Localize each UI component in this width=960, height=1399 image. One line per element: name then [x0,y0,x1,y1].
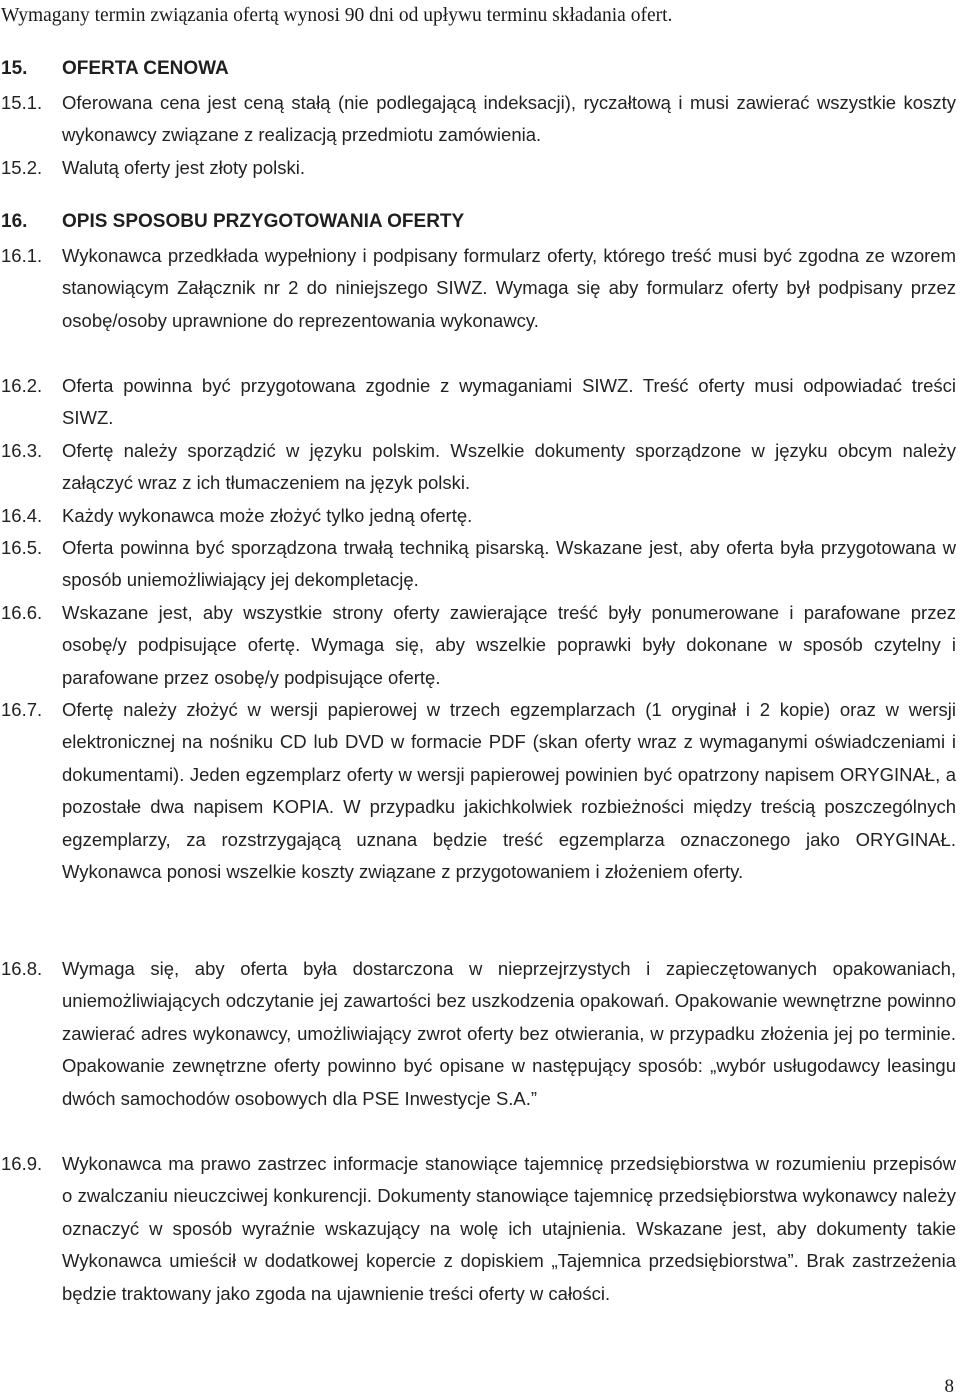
paragraph-text: Walutą oferty jest złoty polski. [62,157,305,178]
paragraph-number: 16.6. [1,602,43,623]
paragraph-number: 16.2. [1,375,43,396]
section-number: 15. [1,58,28,79]
paragraph-number: 15.2. [1,157,43,178]
intro-line: Wymagany termin związania ofertą wynosi 90 dni od upływu terminu składania ofert. [1,5,673,26]
paragraph-text: Wymaga się, aby oferta była dostarczona w nieprzejrzystych i zapieczętowanych opakowaniach, uniemożliwiających odczytanie jej zawartości bez uszkodzenia opakowań. Opakowanie wewnętrzne powinno zawierać adres wykonawcy, umożliwiający zwrot oferty bez otwierania, w przypadku złożenia jej po terminie. Opakowanie zewnętrzne oferty powinno być opisane w następujący sposób: „wybór usługodawcy leasingu dwóch samochodów osobowych dla PSE Inwestycje S.A.” [62,958,956,1109]
paragraph-text: Ofertę należy sporządzić w języku polskim. Wszelkie dokumenty sporządzone w języku obcym należy załączyć wraz z ich tłumaczeniem na język polski. [62,440,956,494]
paragraph-number: 15.1. [1,92,43,113]
paragraph-text: Oferta powinna być sporządzona trwałą techniką pisarską. Wskazane jest, aby oferta była przygotowana w sposób uniemożliwiający jej dekompletację. [62,537,956,591]
paragraph-text: Ofertę należy złożyć w wersji papierowej w trzech egzemplarzach (1 oryginał i 2 kopie) oraz w wersji elektronicznej na nośniku CD lub DVD w formacie PDF (skan oferty wraz z wymaganymi oświadczeniami i dokumentami). Jeden egzemplarz oferty w wersji papierowej powinien być opatrzony napisem ORYGINAŁ, a pozostałe dwa napisem KOPIA. W przypadku jakichkolwiek rozbieżności między treścią poszczególnych egzemplarzy, za rozstrzygającą uznana będzie treść egzemplarza oznaczonego jako ORYGINAŁ. Wykonawca ponosi wszelkie koszty związane z przygotowaniem i złożeniem oferty. [62,699,956,883]
paragraph-text: Oferowana cena jest ceną stałą (nie podlegającą indeksacji), ryczałtową i musi zawierać wszystkie koszty wykonawcy związane z realizacją przedmiotu zamówienia. [62,92,956,146]
paragraph-number: 16.8. [1,958,43,979]
section-title: OFERTA CENOWA [62,58,229,79]
paragraph-text: Oferta powinna być przygotowana zgodnie z wymaganiami SIWZ. Treść oferty musi odpowiadać treści SIWZ. [62,375,956,429]
paragraph-number: 16.1. [1,245,43,266]
section-title: OPIS SPOSOBU PRZYGOTOWANIA OFERTY [62,211,465,232]
paragraph-text: Każdy wykonawca może złożyć tylko jedną ofertę. [62,505,473,526]
paragraph-number: 16.7. [1,699,43,720]
paragraph-number: 16.5. [1,537,43,558]
section-16-heading [0,206,960,238]
paragraph-number: 16.3. [1,440,43,461]
paragraph-number: 16.4. [1,505,43,526]
paragraph-number: 16.9. [1,1153,43,1174]
paragraph-text: Wskazane jest, aby wszystkie strony oferty zawierające treść były ponumerowane i parafowane przez osobę/y podpisujące ofertę. Wymaga się, aby wszelkie poprawki były dokonane w sposób czytelny i parafowane przez osobę/y podpisujące ofertę. [62,602,956,688]
section-number: 16. [1,211,28,232]
page-number: 8 [944,1376,954,1397]
section-15-heading [0,53,960,85]
paragraph-text: Wykonawca ma prawo zastrzec informacje stanowiące tajemnicę przedsiębiorstwa w rozumieniu przepisów o zwalczaniu nieuczciwej konkurencji. Dokumenty stanowiące tajemnicę przedsiębiorstwa wykonawcy należy oznaczyć w sposób wyraźnie wskazujący na wolę ich utajnienia. Wskazane jest, aby dokumenty takie Wykonawca umieścił w dodatkowej kopercie z dopiskiem „Tajemnica przedsiębiorstwa”. Brak zastrzeżenia będzie traktowany jako zgoda na ujawnienie treści oferty w całości. [62,1153,956,1304]
paragraph-text: Wykonawca przedkłada wypełniony i podpisany formularz oferty, którego treść musi być zgodna ze wzorem stanowiącym Załącznik nr 2 do niniejszego SIWZ. Wymaga się aby formularz oferty był podpisany przez osobę/osoby uprawnione do reprezentowania wykonawcy. [62,245,956,331]
